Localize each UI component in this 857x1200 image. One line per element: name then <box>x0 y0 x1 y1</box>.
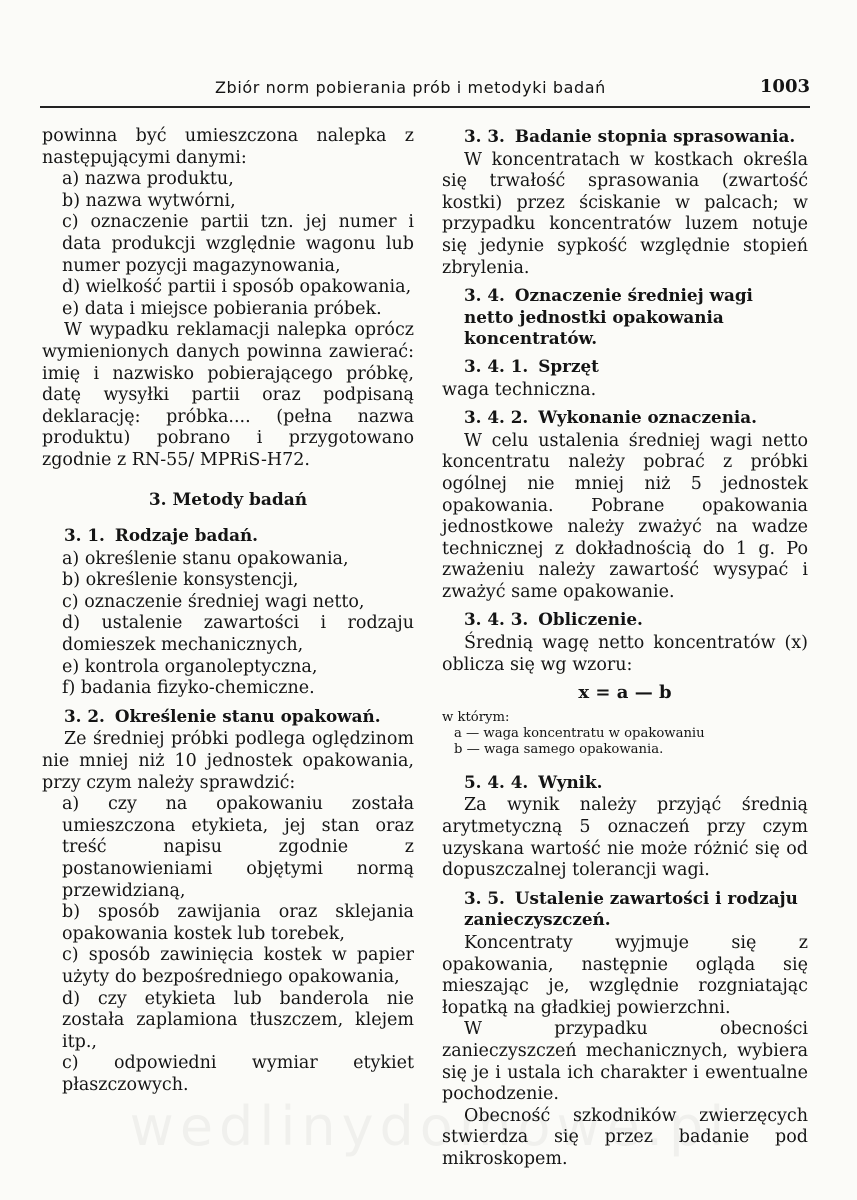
list-item: e) data i miejsce pobierania próbek. <box>62 298 382 319</box>
paragraph: Ze średniej próbki podlega oględzinom nie mniej niż 10 jednostek opakowania, przy czym należy sprawdzić: <box>42 729 414 793</box>
page-header <box>40 76 810 108</box>
list-item: a) określenie stanu opakowania, <box>62 548 349 569</box>
section-number: 3. 2. <box>64 705 105 726</box>
section-title: Ustalenie zawartości i rodzaju zanieczyszczeń. <box>464 887 798 930</box>
package-check-list <box>42 794 414 1096</box>
section-number: 3. 5. <box>464 887 505 908</box>
formula: x = a — b <box>578 682 672 704</box>
section-3-2-heading <box>42 706 414 728</box>
section-title: Obliczenie. <box>538 609 643 630</box>
page-number: 1003 <box>759 76 810 97</box>
paragraph: W celu ustalenia średniej wagi netto koncentratu należy pobrać z próbki ogólnej nie mniej niż 5 jednostek opakowania. Pobrane opakowania jednostkowe należy zważyć na wadze technicznej z dokładnością do 1 g. Po zważeniu należy zawartość wysypać i zważyć same opakowanie. <box>442 430 808 602</box>
section-3-4-3-heading <box>442 609 808 631</box>
intro-text: powinna być umieszczona nalepka z następującymi danymi: <box>42 126 414 168</box>
section-title: Wynik. <box>538 771 603 792</box>
section-3-3-heading <box>442 126 808 148</box>
list-item: a) nazwa produktu, <box>62 169 234 190</box>
section-number: 3. 4. 2. <box>464 407 529 428</box>
right-column <box>442 126 808 1171</box>
section-3-4-heading <box>442 285 808 350</box>
test-types-list <box>42 549 414 700</box>
list-item: d) ustalenie zawartości i rodzaju domieszek mechanicznych, <box>62 613 414 656</box>
section-3-5-heading <box>442 888 808 931</box>
section-number: 3. 4. 1. <box>464 355 529 376</box>
section-3-4-4-heading <box>442 772 808 794</box>
list-item: b) nazwa wytwórni, <box>62 190 236 211</box>
section-3-heading: 3. Metody badań <box>148 489 308 510</box>
formula-legend-intro: w którym: <box>442 709 510 725</box>
left-column <box>42 126 414 1097</box>
section-number: 3. 1. <box>64 525 105 546</box>
list-item: c) sposób zawinięcia kostek w papier użyty do bezpośredniego opakowania, <box>62 945 414 987</box>
paragraph: Za wynik należy przyjąć średnią arytmetyczną 5 oznaczeń przy czym uzyskana wartość nie może różnić się od dopuszczalnej tolerancji wagi. <box>442 795 808 881</box>
list-item: e) kontrola organoleptyczna, <box>62 656 318 677</box>
section-3-1-heading <box>42 525 414 547</box>
list-item: b) określenie konsystencji, <box>62 570 299 591</box>
section-title: Oznaczenie średniej wagi netto jednostki opakowania koncentratów. <box>464 285 753 349</box>
list-item: c) oznaczenie partii tzn. jej numer i data produkcji względnie wagonu lub numer pozycji magazynowania, <box>62 212 414 276</box>
formula-legend-a: a — waga koncentratu w opakowaniu <box>454 725 705 741</box>
label-data-list <box>42 169 414 320</box>
paragraph: Obecność szkodników zwierzęcych stwierdza się przez badanie pod mikroskopem. <box>442 1105 808 1169</box>
section-number: 3. 4. <box>464 285 505 306</box>
section-title: Wykonanie oznaczenia. <box>538 407 757 428</box>
list-item: d) czy etykieta lub banderola nie została zaplamiona tłuszczem, klejem itp., <box>62 988 414 1052</box>
list-item: a) czy na opakowaniu została umieszczona etykieta, jej stan oraz treść napisu zgodnie z postanowieniami objętymi normą przewidzianą, <box>62 794 414 901</box>
list-item: d) wielkość partii i sposób opakowania, <box>62 277 412 298</box>
paragraph: W przypadku obecności zanieczyszczeń mechanicznych, wybiera się je i ustala ich charakter i ewentualne pochodzenie. <box>442 1019 808 1105</box>
list-item: c) oznaczenie średniej wagi netto, <box>62 591 365 612</box>
section-title: Sprzęt <box>538 355 599 376</box>
section-number: 3. 4. 3. <box>464 609 529 630</box>
section-title: Określenie stanu opakowań. <box>114 705 381 726</box>
section-title: Badanie stopnia sprasowania. <box>514 126 796 146</box>
section-number: 3. 3. <box>464 126 505 146</box>
section-number: 5. 4. 4. <box>464 771 529 792</box>
formula-legend-b: b — waga samego opakowania. <box>454 741 664 757</box>
paragraph: W koncentratach w kostkach określa się trwałość sprasowania (zwartość kostki) przez ściskanie w palcach; w przypadku koncentratów luzem notuje się jedynie sypkość względnie stopień zbrylenia. <box>442 149 808 278</box>
list-item: c) odpowiedni wymiar etykiet płaszczowych. <box>62 1053 414 1095</box>
paragraph: waga techniczna. <box>442 379 597 400</box>
list-item: f) badania fizyko-chemiczne. <box>62 678 315 699</box>
paragraph-reklamacja: W wypadku reklamacji nalepka oprócz wymienionych danych powinna zawierać: imię i nazwisko pobierającego próbkę, datę wysyłki partii oraz podpisaną deklarację: próbka.... (pełna nazwa produktu) pobrano i przygotowano zgodnie z RN-55/ MPRiS-H72. <box>42 320 414 470</box>
list-item: b) sposób zawijania oraz sklejania opakowania kostek lub torebek, <box>62 902 414 944</box>
section-title: Rodzaje badań. <box>114 525 259 546</box>
section-3-4-1-heading <box>442 356 808 378</box>
running-title: Zbiór norm pobierania prób i metodyki badań <box>215 78 606 97</box>
section-3-4-2-heading <box>442 407 808 429</box>
paragraph: Koncentraty wyjmuje się z opakowania, następnie ogląda się mieszając je, względnie rozgniatając łopatką na gładkiej powierzchni. <box>442 933 808 1018</box>
paragraph: Średnią wagę netto koncentratów (x) oblicza się wg wzoru: <box>442 633 808 675</box>
